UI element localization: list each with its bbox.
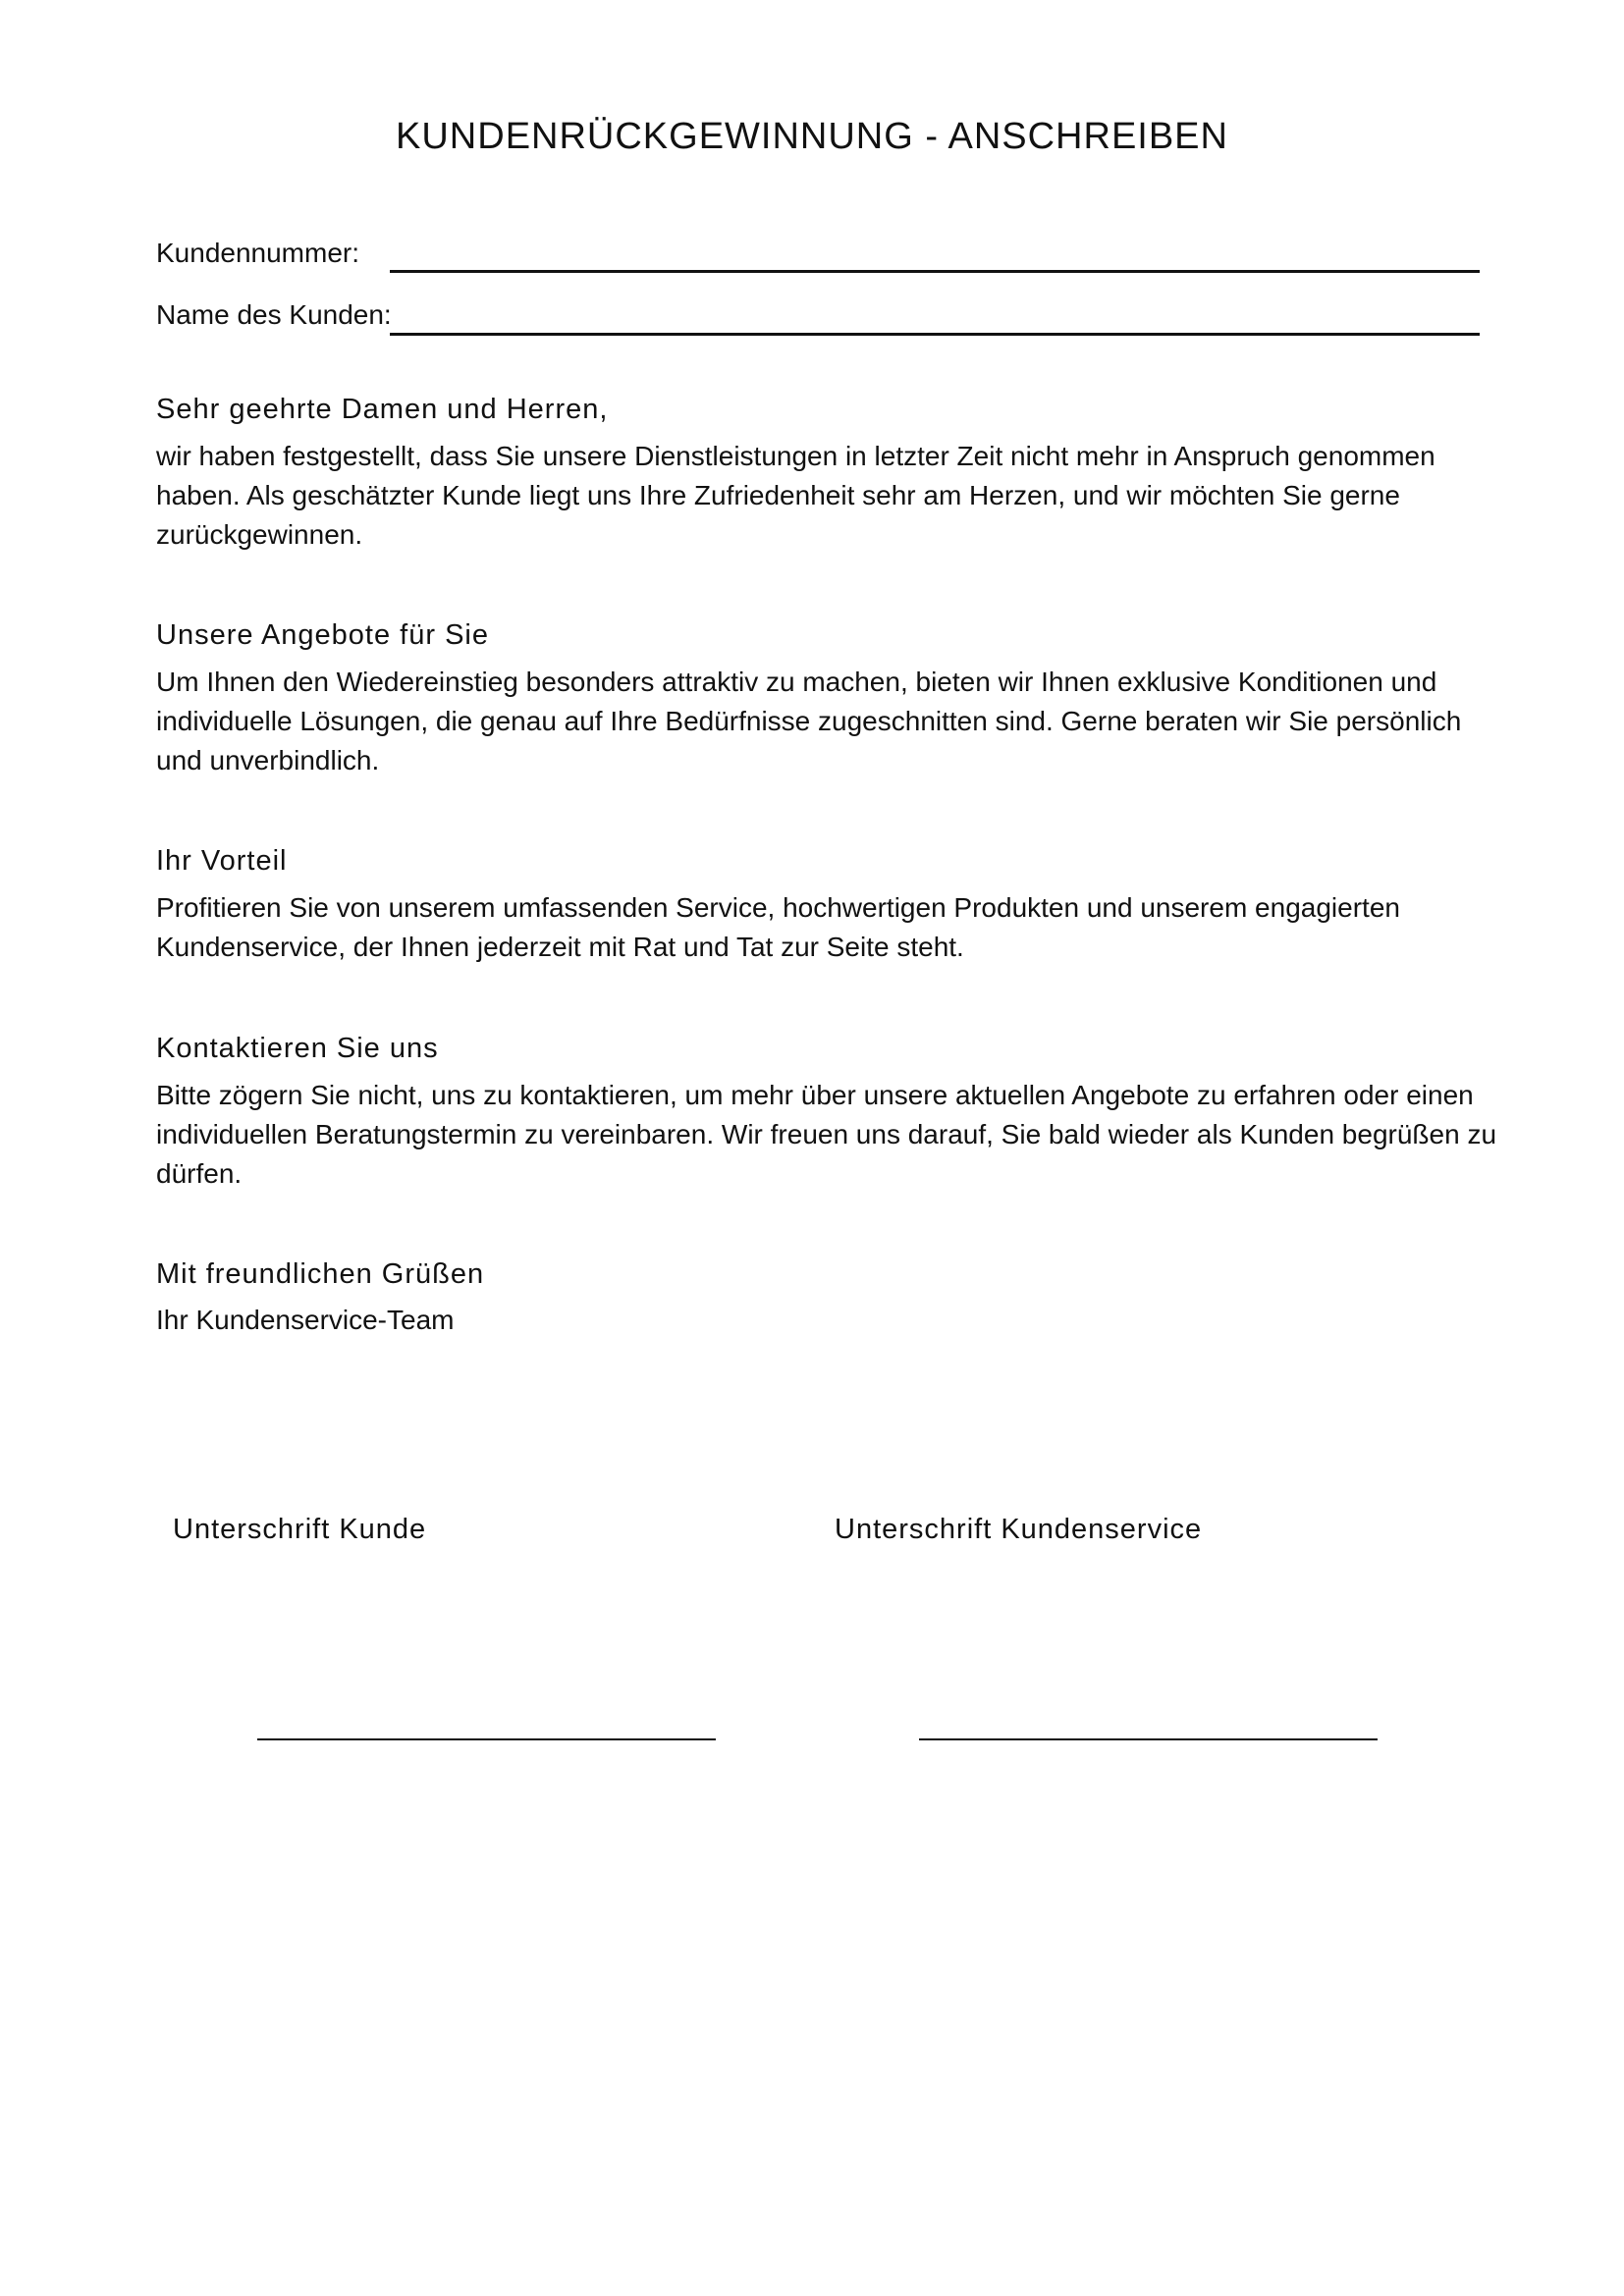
- offers-heading: Unsere Angebote für Sie: [156, 619, 489, 651]
- contact-paragraph: Bitte zögern Sie nicht, uns zu kontaktieren, um mehr über unsere aktuellen Angebote zu erfahren oder einen individuellen Beratungstermin zu vereinbaren. Wir freuen uns darauf, Sie bald wieder als Kunden begrüßen zu dürfen.: [156, 1080, 1497, 1189]
- salutation: Sehr geehrte Damen und Herren,: [156, 394, 609, 425]
- customer-name-field[interactable]: [390, 333, 1480, 336]
- contact-heading: Kontaktieren Sie uns: [156, 1033, 439, 1064]
- customer-signature-label: Unterschrift Kunde: [173, 1514, 427, 1545]
- closing-greeting: Mit freundlichen Grüßen: [156, 1258, 485, 1290]
- customer-number-field[interactable]: [390, 270, 1480, 273]
- advantage-paragraph: Profitieren Sie von unserem umfassenden Service, hochwertigen Produkten und unserem engagierten Kundenservice, der Ihnen jederzeit mit Rat und Tat zur Seite steht.: [156, 892, 1400, 962]
- intro-paragraph: wir haben festgestellt, dass Sie unsere Dienstleistungen in letzter Zeit nicht mehr in Anspruch genommen haben. Als geschätzter Kunde liegt uns Ihre Zufriedenheit sehr am Herzen, und wir möchten Sie gerne zurückgewinnen.: [156, 441, 1435, 550]
- customer-name-label: Name des Kunden:: [156, 299, 392, 330]
- service-signature-label: Unterschrift Kundenservice: [835, 1514, 1203, 1545]
- service-signature-line[interactable]: [919, 1738, 1378, 1740]
- customer-signature-line[interactable]: [257, 1738, 716, 1740]
- offers-paragraph: Um Ihnen den Wiedereinstieg besonders attraktiv zu machen, bieten wir Ihnen exklusive Konditionen und individuelle Lösungen, die genau auf Ihre Bedürfnisse zugeschnitten sind. Gerne beraten wir Sie persönlich und unverbindlich.: [156, 667, 1462, 775]
- sender-name: Ihr Kundenservice-Team: [156, 1305, 455, 1335]
- customer-number-label: Kundennummer:: [156, 238, 360, 268]
- document-title: KUNDENRÜCKGEWINNUNG - ANSCHREIBEN: [396, 116, 1228, 157]
- advantage-heading: Ihr Vorteil: [156, 845, 288, 877]
